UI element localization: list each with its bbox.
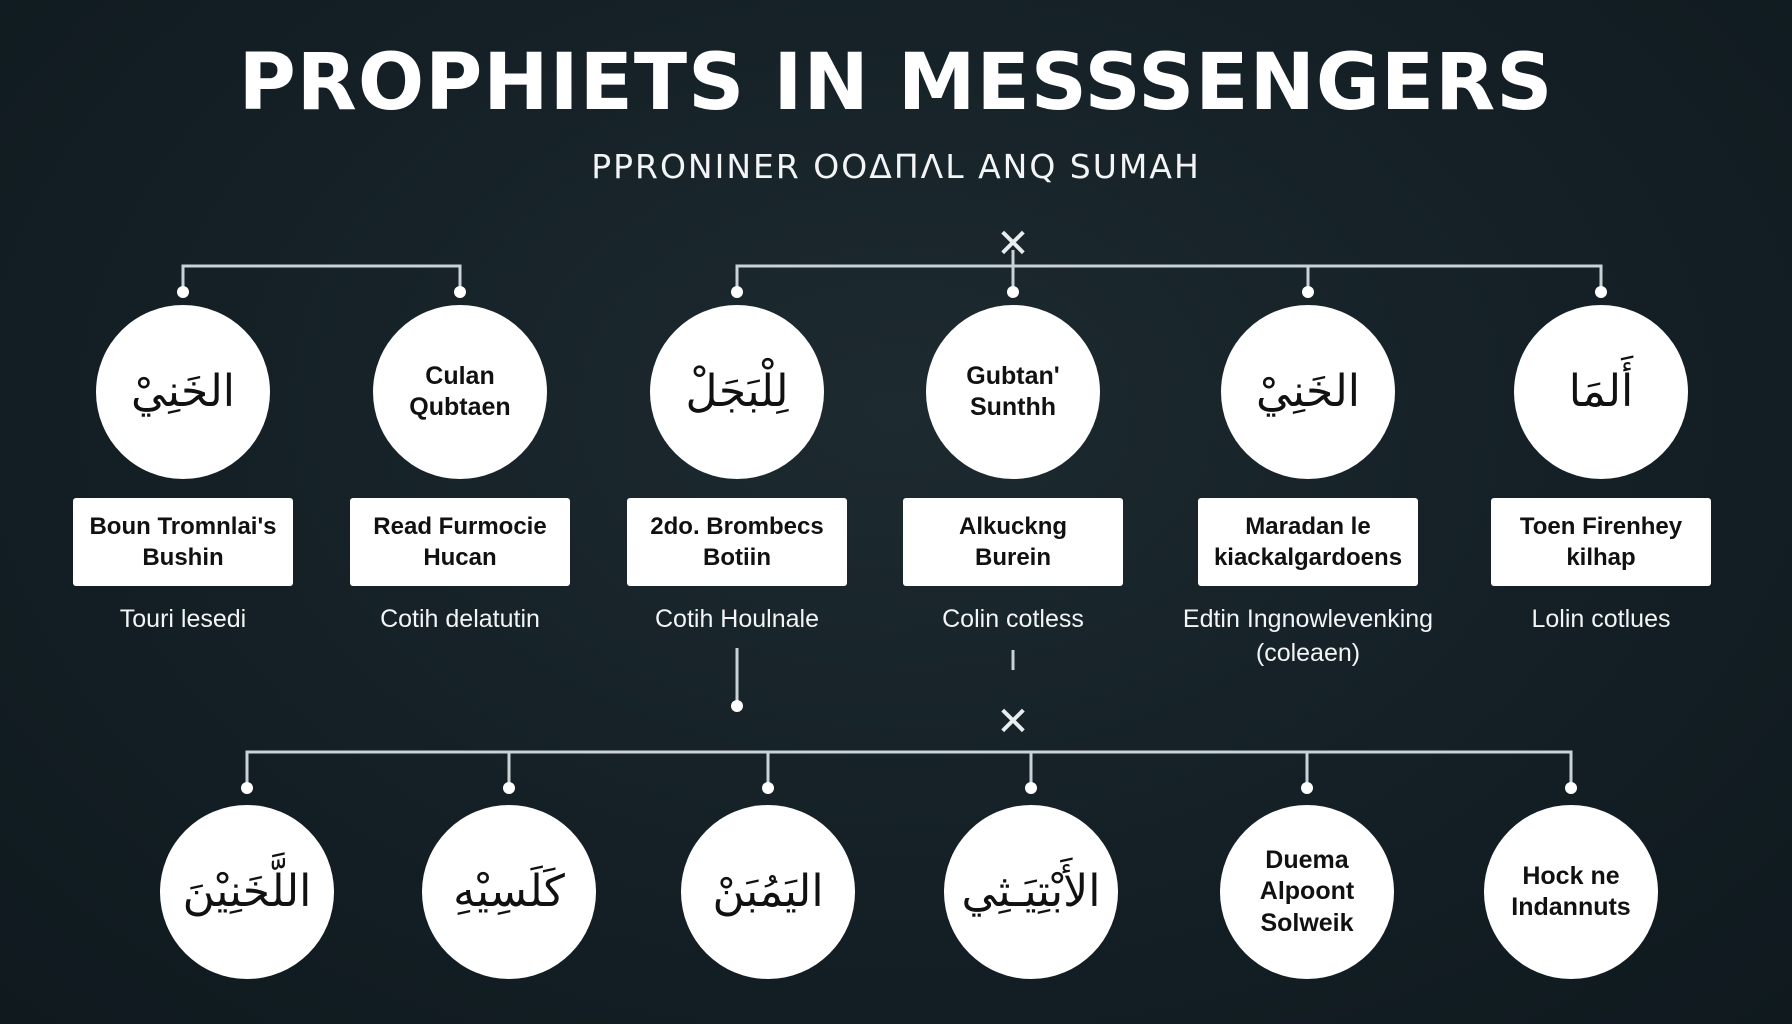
node-text: Culan Qubtaen xyxy=(409,361,511,421)
connector-bottom xyxy=(247,752,1571,788)
page-title: PROPHIETS IN MESSSENGERS xyxy=(238,38,1554,128)
node-arabic-text: الخَنِيْ xyxy=(131,366,235,417)
node-arabic-text: اليَمُبَنْ xyxy=(712,866,824,917)
caption-6: Lolin cotlues xyxy=(1531,605,1671,633)
dot xyxy=(177,286,189,298)
cross-icon-bottom: ✕ xyxy=(996,699,1030,745)
dot xyxy=(1025,782,1037,794)
node-text: Hock ne Indannuts xyxy=(1511,861,1631,921)
node-arabic-text: اللَّخَنِيْنَ xyxy=(182,866,312,917)
dot xyxy=(1595,286,1607,298)
label-box-3: 2do. Brombecs Botiin xyxy=(627,498,847,586)
dot xyxy=(241,782,253,794)
node-arabic-text: الأَبْتِيَـثِي xyxy=(961,866,1101,917)
top-node-4 xyxy=(926,305,1100,479)
page-subtitle: PPRONINER OOΔΠΛL ANQ SUMAH xyxy=(591,147,1201,186)
label-box-1: Boun Tromnlai's Bushin xyxy=(73,498,293,586)
dot xyxy=(1302,286,1314,298)
node-arabic-text: كَلَسِيْهِ xyxy=(453,866,565,917)
node-text: Duema Alpoont Solweik xyxy=(1259,846,1355,937)
dot xyxy=(762,782,774,794)
top-node-5 xyxy=(1221,305,1395,479)
bottom-node-2 xyxy=(422,805,596,979)
dot xyxy=(731,286,743,298)
dot xyxy=(731,700,743,712)
bottom-node-4 xyxy=(944,805,1118,979)
cross-icon-top: ✕ xyxy=(996,221,1030,267)
label-box-6: Toen Firenhey kilhap xyxy=(1491,498,1711,586)
node-text: Gubtan' Sunthh xyxy=(966,361,1060,421)
dot xyxy=(1007,286,1019,298)
node-arabic-text: الخَنِيْ xyxy=(1256,366,1360,417)
node-arabic-text: أَلمَا xyxy=(1568,366,1634,417)
label-box-4: Alkuckng Burein xyxy=(903,498,1123,586)
dot xyxy=(1565,782,1577,794)
caption-2: Cotih delatutin xyxy=(380,605,540,633)
top-node-3 xyxy=(650,305,824,479)
dot xyxy=(503,782,515,794)
label-box-2: Read Furmocie Hucan xyxy=(350,498,570,586)
bottom-node-6 xyxy=(1484,805,1658,979)
dot xyxy=(454,286,466,298)
top-node-1 xyxy=(96,305,270,479)
top-node-6 xyxy=(1514,305,1688,479)
caption-4: Colin cotless xyxy=(942,605,1084,633)
bottom-node-1 xyxy=(160,805,334,979)
caption-5: Edtin Ingnowlevenking (coleaen) xyxy=(1182,605,1434,667)
dot xyxy=(1301,782,1313,794)
connector-top-left xyxy=(183,266,460,292)
caption-3: Cotih Houlnale xyxy=(655,605,819,633)
label-box-5: Maradan le kiackalgardoens xyxy=(1198,498,1418,586)
caption-1: Touri lesedi xyxy=(119,605,247,633)
top-node-2 xyxy=(373,305,547,479)
node-arabic-text: لِلْبَجَلْ xyxy=(685,366,789,417)
connector-top-right xyxy=(737,266,1601,292)
bottom-node-5 xyxy=(1220,805,1394,979)
bottom-node-3 xyxy=(681,805,855,979)
